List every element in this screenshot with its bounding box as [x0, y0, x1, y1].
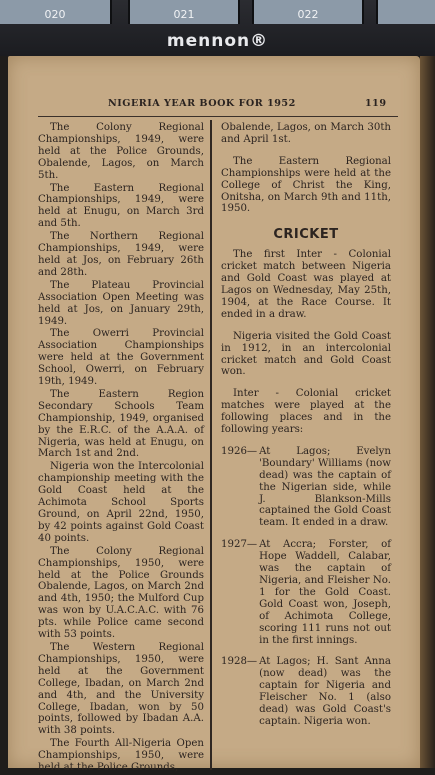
- right-column: [221, 122, 391, 728]
- paragraph: Inter - Colonial cricket matches were played at the following places and in the following years:: [221, 388, 391, 436]
- paragraph: The Fourth All-Nigeria Open Championships, 1950, were held at the Police Grounds,: [38, 738, 204, 774]
- year-entry: [221, 656, 391, 727]
- paragraph-continuation: Obalende, Lagos, on March 30th and April 1st.: [221, 122, 391, 145]
- entry-text: At Accra; Forster, of Hope Waddell, Calabar, was the captain of Nigeria, and Fleisher No. 1 for the Gold Coast. Gold Coast won, Joseph, of Achimota College, scoring 111 runs not out in the first innings.: [259, 539, 391, 646]
- frame-blank-cell: [376, 0, 435, 24]
- year-entry: [221, 446, 391, 529]
- frame-number-label: 020: [0, 0, 112, 24]
- book-page: [8, 56, 420, 774]
- paragraph: Nigeria won the Intercolonial championship meeting with the Gold Coast held at the Achimota School Sports Ground, on April 22nd, 1950, by 42 points against Gold Coast 40 points.: [38, 461, 204, 544]
- frame-number-label: 022: [252, 0, 364, 24]
- paragraph: The Eastern Region Secondary Schools Team Championship, 1949, organised by the E.R.C. of the A.A.A. of Nigeria, was held at Enugu, on March 1st and 2nd.: [38, 388, 204, 460]
- paragraph: The Northern Regional Championships, 1949, were held at Jos, on February 26th and 28th.: [38, 231, 204, 278]
- paragraph: The first Inter - Colonial cricket match between Nigeria and Gold Coast was played at Lagos on Wednesday, May 25th, 1904, at the Race Course. It ended in a draw.: [221, 249, 391, 320]
- entry-text: At Lagos; H. Sant Anna (now dead) was the captain for Nigeria and Fleischer No. 1 (also dead) was Gold Coast's captain. Nigeria won.: [259, 656, 391, 727]
- brand-logo: mennon®: [166, 31, 269, 51]
- frame-number-label: 021: [128, 0, 240, 24]
- paragraph: The Eastern Regional Championships were held at the College of Christ the King, Onitsha, on March 9th and 11th, 1950.: [221, 155, 391, 215]
- year-entry: [221, 539, 391, 646]
- paragraph: The Colony Regional Championships, 1950, were held at the Police Grounds Obalende, Lagos, on March 2nd and 4th, 1950; the Mulford Cup was won by U.A.C.A.C. with 76 pts. while Police came second with 53 points.: [38, 545, 204, 641]
- page-number: 119: [365, 98, 387, 109]
- entry-year: 1928—: [221, 656, 258, 668]
- frame-counter-strip: [0, 0, 435, 26]
- paragraph: The Western Regional Championships, 1950, were held at the Government College, Ibadan, on March 2nd and 4th, and the University College, Ibadan, won by 50 points, followed by Ibadan A.A. with 38 points.: [38, 641, 204, 737]
- entry-year: 1926—: [221, 445, 258, 457]
- column-divider: [210, 120, 212, 770]
- page-edge-shadow: [420, 56, 435, 768]
- running-header: [108, 98, 398, 109]
- running-title: NIGERIA YEAR BOOK FOR 1952: [108, 98, 296, 109]
- entry-year: 1927—: [221, 539, 258, 551]
- paragraph: Nigeria visited the Gold Coast in 1912, in an intercolonial cricket match and Gold Coast won.: [221, 330, 391, 378]
- section-heading: CRICKET: [273, 227, 339, 243]
- entry-text: At Lagos; Evelyn 'Boundary' Williams (now dead) was the captain of the Nigerian side, while J. Blankson-Mills captained the Gold Coast team. It ended in a draw.: [259, 445, 391, 529]
- paragraph: The Owerri Provincial Association Championships were held at the Government School, Owerri, on February 19th, 1949.: [38, 328, 204, 388]
- paragraph: The Colony Regional Championships, 1949, were held at the Police Grounds, Obalende, Lagos, on March 5th.: [38, 122, 204, 181]
- left-column: [38, 122, 204, 775]
- paragraph: The Plateau Provincial Association Open Meeting was held at Jos, on January 29th, 1949.: [38, 279, 204, 327]
- header-rule: [38, 116, 398, 117]
- scanner-header: [0, 0, 435, 56]
- paragraph: The Eastern Regional Championships, 1949, were held at Enugu, on March 3rd and 5th.: [38, 182, 204, 230]
